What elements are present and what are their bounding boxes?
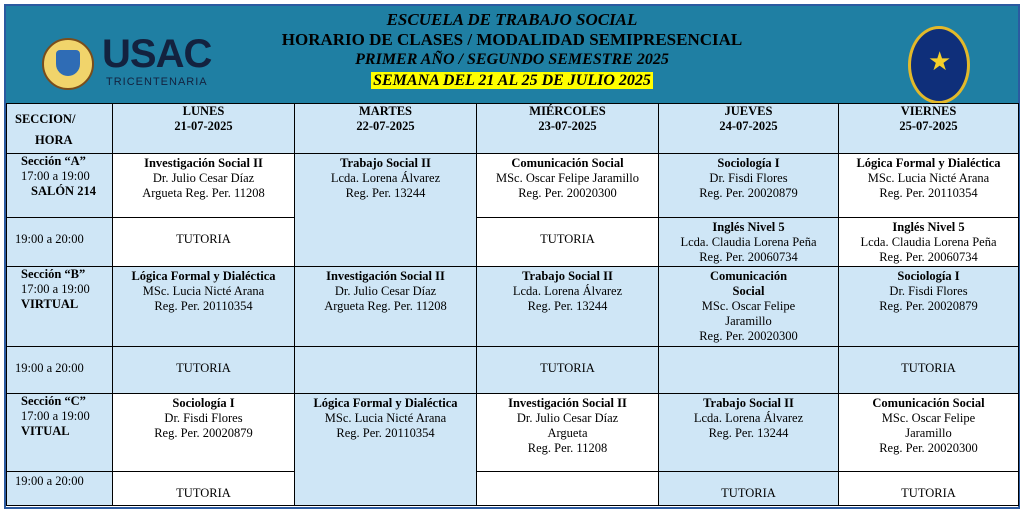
table-row — [7, 218, 1019, 267]
school-title: ESCUELA DE TRABAJO SOCIAL — [386, 10, 638, 29]
course-cell: Sociología I Dr. Fisdi Flores Reg. Per. 20020879 — [839, 267, 1019, 347]
course-cell: Investigación Social II Dr. Julio Cesar Díaz Argueta Reg. Per. 11208 — [477, 394, 659, 472]
day-header-friday: VIERNES 25-07-2025 — [839, 104, 1019, 154]
section-b-label: Sección “B” 17:00 a 19:00 VIRTUAL — [7, 267, 113, 347]
week-highlight: SEMANA DEL 21 AL 25 DE JULIO 2025 — [373, 72, 651, 89]
course-cell: Trabajo Social II Lcda. Lorena Álvarez Reg. Per. 13244 — [477, 267, 659, 347]
course-cell: Lógica Formal y Dialéctica MSc. Lucia Nicté Arana Reg. Per. 20110354 — [113, 267, 295, 347]
table-row — [7, 267, 1019, 347]
course-cell: Inglés Nivel 5 Lcda. Claudia Lorena Peña Reg. Per. 20060734 — [839, 218, 1019, 267]
table-row — [7, 394, 1019, 472]
empty-cell — [659, 347, 839, 394]
tutoria-cell: TUTORIA — [113, 472, 295, 506]
tutoria-cell: TUTORIA — [839, 347, 1019, 394]
day-header-tuesday: MARTES 22-07-2025 — [295, 104, 477, 154]
section-b-late-hour: 19:00 a 20:00 — [7, 347, 113, 394]
course-cell: Investigación Social II Dr. Julio Cesar Díaz Argueta Reg. Per. 11208 — [113, 154, 295, 218]
tutoria-cell: TUTORIA — [477, 218, 659, 267]
tutoria-cell: TUTORIA — [477, 347, 659, 394]
course-cell: Trabajo Social II Lcda. Lorena Álvarez Reg. Per. 13244 — [295, 154, 477, 267]
empty-cell — [295, 347, 477, 394]
section-a-label: Sección “A” 17:00 a 19:00 SALÓN 214 — [7, 154, 113, 218]
course-cell: Comunicación Social MSc. Oscar Felipe Jaramillo Reg. Per. 20020300 — [839, 394, 1019, 472]
day-header-wednesday: MIÉRCOLES 23-07-2025 — [477, 104, 659, 154]
course-cell: Comunicación Social MSc. Oscar Felipe Jaramillo Reg. Per. 20020300 — [477, 154, 659, 218]
corner-label-hour: HORA — [35, 133, 73, 147]
tutoria-cell: TUTORIA — [839, 472, 1019, 506]
empty-cell — [477, 472, 659, 506]
section-c-label: Sección “C” 17:00 a 19:00 VITUAL — [7, 394, 113, 472]
table-row — [7, 347, 1019, 394]
course-cell: Comunicación Social MSc. Oscar Felipe Jaramillo Reg. Per. 20020300 — [659, 267, 839, 347]
course-cell: Sociología I Dr. Fisdi Flores Reg. Per. 20020879 — [659, 154, 839, 218]
usac-logo-subtitle: TRICENTENARIA — [106, 76, 208, 88]
section-a-late-hour: 19:00 a 20:00 — [7, 218, 113, 267]
tutoria-cell: TUTORIA — [113, 218, 295, 267]
schedule-title: HORARIO DE CLASES / MODALIDAD SEMIPRESENCIAL — [281, 30, 743, 49]
section-c-late-hour: 19:00 a 20:00 — [7, 472, 113, 506]
course-cell: Inglés Nivel 5 Lcda. Claudia Lorena Peña Reg. Per. 20060734 — [659, 218, 839, 267]
document-header — [6, 6, 1018, 103]
tutoria-cell: TUTORIA — [659, 472, 839, 506]
term-title: PRIMER AÑO / SEGUNDO SEMESTRE 2025 — [355, 51, 669, 68]
corner-label-section: SECCION/ — [15, 112, 76, 126]
school-seal-icon — [908, 26, 970, 104]
day-header-thursday: JUEVES 24-07-2025 — [659, 104, 839, 154]
course-cell: Lógica Formal y Dialéctica MSc. Lucia Nicté Arana Reg. Per. 20110354 — [839, 154, 1019, 218]
course-cell: Trabajo Social II Lcda. Lorena Álvarez Reg. Per. 13244 — [659, 394, 839, 472]
schedule-table — [6, 103, 1019, 506]
table-row — [7, 154, 1019, 218]
course-cell: Lógica Formal y Dialéctica MSc. Lucia Nicté Arana Reg. Per. 20110354 — [295, 394, 477, 506]
week-title — [6, 72, 1018, 90]
course-cell: Investigación Social II Dr. Julio Cesar Díaz Argueta Reg. Per. 11208 — [295, 267, 477, 347]
day-header-monday: LUNES 21-07-2025 — [113, 104, 295, 154]
table-header-row — [7, 104, 1019, 154]
course-cell: Sociología I Dr. Fisdi Flores Reg. Per. 20020879 — [113, 394, 295, 472]
corner-header — [7, 104, 113, 154]
tutoria-cell: TUTORIA — [113, 347, 295, 394]
usac-logo-text: USAC — [102, 32, 212, 76]
table-row — [7, 472, 1019, 506]
